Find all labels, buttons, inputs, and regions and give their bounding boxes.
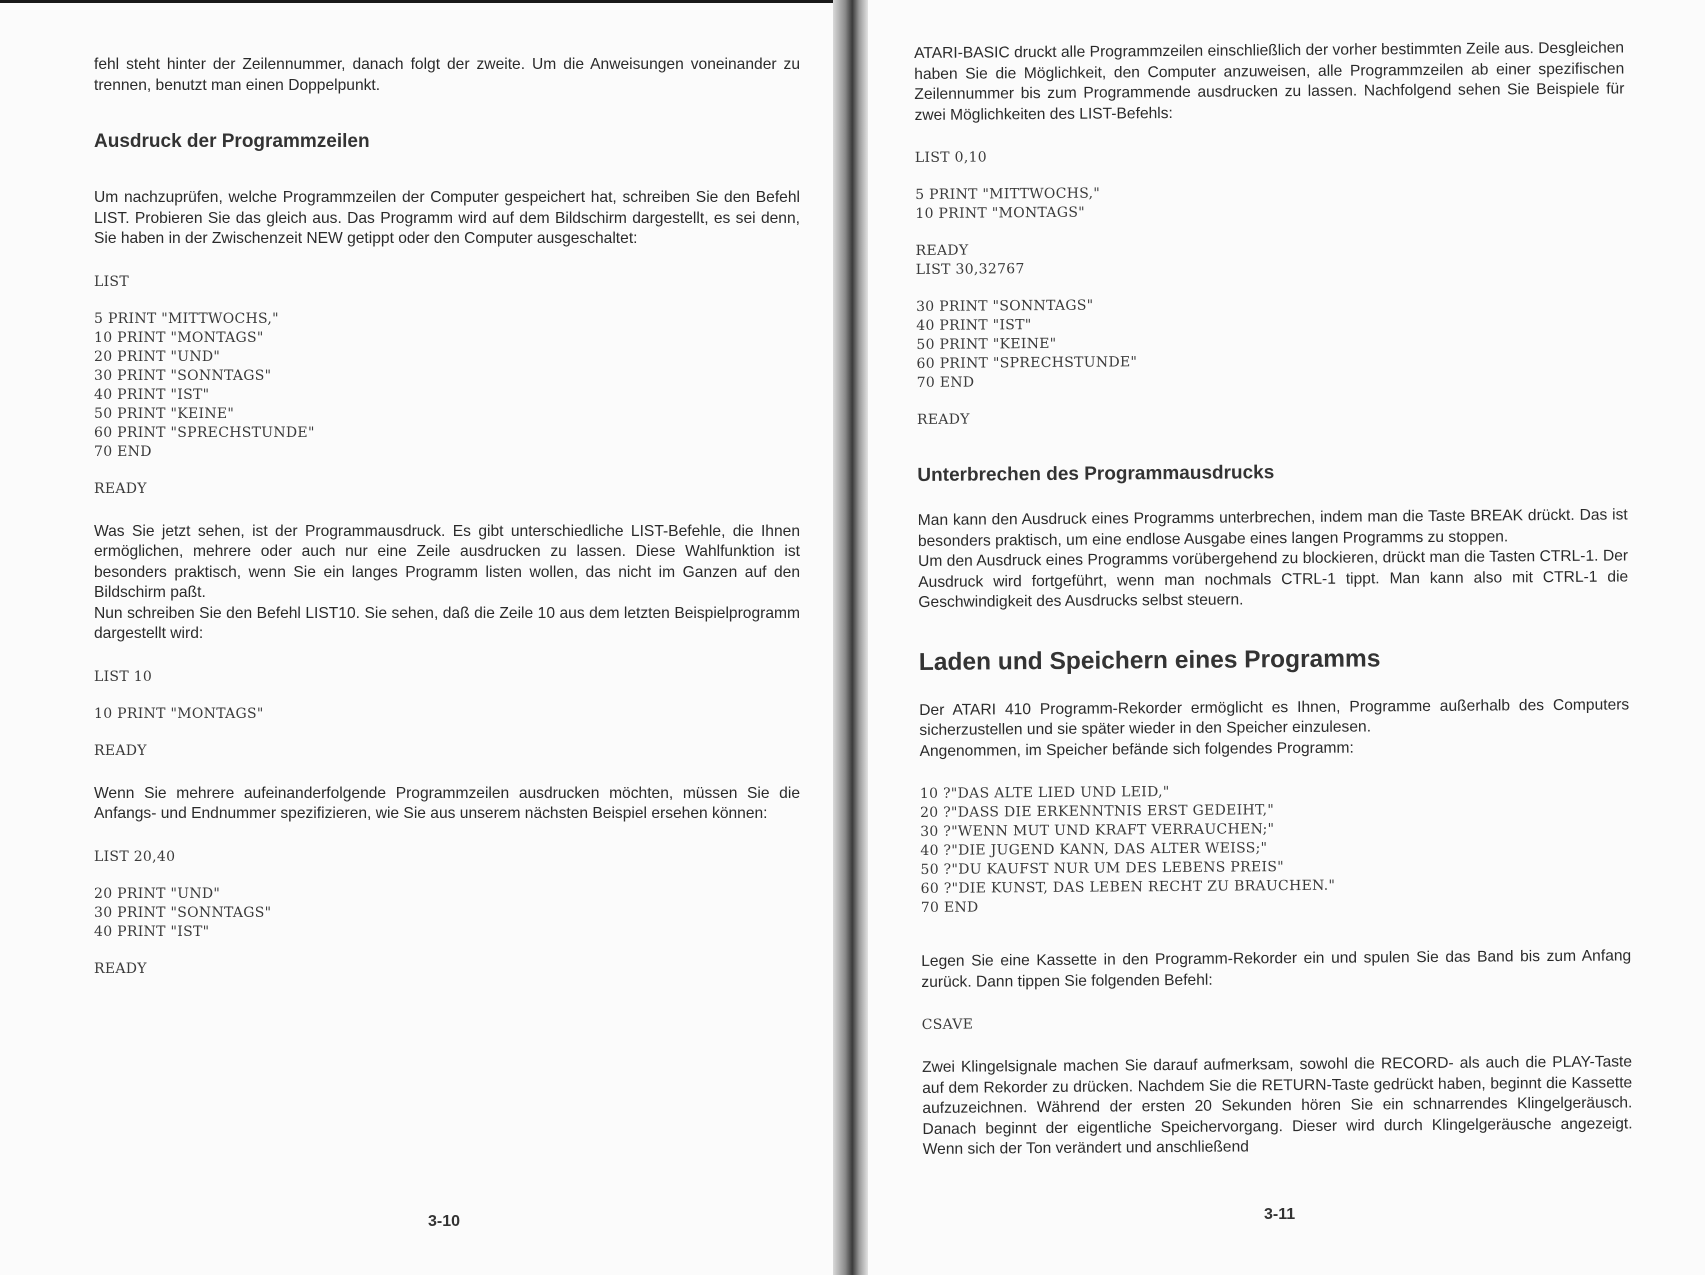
intro-paragraph: fehl steht hinter der Zeilennummer, danach folgt der zweite. Um die Anweisungen voneinander zu trennen, benutzt man einen Doppelpunkt. xyxy=(94,56,800,94)
code-list30-output: 30 PRINT "SONNTAGS" 40 PRINT "IST" 50 PRINT "KEINE" 60 PRINT "SPRECHSTUNDE" 70 END xyxy=(916,297,1138,391)
code-csave: CSAVE xyxy=(921,1016,974,1033)
code-list010: LIST 0,10 xyxy=(914,149,988,166)
book-gutter xyxy=(833,0,868,1275)
ready-right-1: READY xyxy=(916,411,970,428)
ready-1: READY xyxy=(94,480,147,497)
code-listing-full: 5 PRINT "MITTWOCHS," 10 PRINT "MONTAGS" 20 PRINT "UND" 30 PRINT "SONNTAGS" 40 PRINT "IST" 50 PRINT "KEINE" 60 PRINT "SPRECHSTUNDE" 70 END xyxy=(94,310,315,460)
intro-paragraph-right: ATARI-BASIC druckt alle Programmzeilen einschließlich der vorher bestimmten Zeile aus. Desgleichen haben Sie die Möglichkeit, den Computer anzuweisen, alle Programmzeilen ab einer spezifischen Zeilennummer bis zum Programmende ausdrucken zu lassen. Nachfolgend sehen Sie Beispiele für zwei Möglichkeiten des LIST-Befehls: xyxy=(914,39,1625,124)
code-poem: 10 ?"DAS ALTE LIED UND LEID," 20 ?"DASS DIE ERKENNTNIS ERST GEDEIHT," 30 ?"WENN MUT UND KRAFT VERRAUCHEN;" 40 ?"DIE JUGEND KANN, DAS ALTER WEISS;" 50 ?"DU KAUFST NUR UM DES LEBENS PREIS" 60 ?"DIE KUNST, DAS LEBEN RECHT ZU BRAUCHEN." 70 END xyxy=(919,784,1336,916)
para-laden-2: Angenommen, im Speicher befände sich folgendes Programm: xyxy=(919,739,1354,760)
para-kassette: Legen Sie eine Kassette in den Programm-Rekorder ein und spulen Sie das Band bis zum Anfang zurück. Dann tippen Sie folgenden Befehl: xyxy=(921,947,1632,991)
ready-2: READY xyxy=(94,742,147,759)
code-list010-output: 5 PRINT "MITTWOCHS," 10 PRINT "MONTAGS" xyxy=(915,185,1101,222)
para-ausdruck-1: Was Sie jetzt sehen, ist der Programmausdruck. Es gibt unterschiedliche LIST-Befehle, die Ihnen ermöglichen, mehrere oder auch nur eine Zeile ausdrucken zu lassen. Diese Wahlfunktion ist besonders praktisch, wenn Sie ein langes Programm listen wollen, das nicht im Ganzen auf den Bildschirm paßt. xyxy=(94,522,800,601)
heading-unterbrechen: Unterbrechen des Programmausdrucks xyxy=(917,462,1275,486)
code-list-command: LIST xyxy=(94,273,129,290)
para-ausdruck-2: Nun schreiben Sie den Befehl LIST10. Sie sehen, daß die Zeile 10 aus dem letzten Beispielprogramm dargestellt wird: xyxy=(94,604,800,642)
para-break-2: Um den Ausdruck eines Programms vorübergehend zu blockieren, drückt man die Tasten CTRL-1. Der Ausdruck wird fortgeführt, wenn man nochmals CTRL-1 tippt. Man kann also mit CTRL-1 die Geschwindigkeit des Ausdrucks selbst steuern. xyxy=(917,547,1629,611)
page-number-right: 3-11 xyxy=(1264,1206,1296,1223)
code-list2040-output: 20 PRINT "UND" 30 PRINT "SONNTAGS" 40 PRINT "IST" xyxy=(94,885,272,940)
para-list: Um nachzuprüfen, welche Programmzeilen der Computer gespeichert hat, schreiben Sie den Befehl LIST. Probieren Sie das gleich aus. Das Programm wird auf dem Bildschirm dargestellt, es sei denn, Sie haben in der Zwischenzeit NEW getippt oder den Computer ausgeschaltet: xyxy=(94,189,800,247)
left-page xyxy=(0,0,833,1275)
code-list10-output: 10 PRINT "MONTAGS" xyxy=(94,705,264,722)
code-list2040: LIST 20,40 xyxy=(94,848,176,865)
code-list10: LIST 10 xyxy=(94,668,153,685)
page-number-left: 3-10 xyxy=(428,1213,461,1230)
para-break-1: Man kann den Ausdruck eines Programms unterbrechen, indem man die Taste BREAK drückt. Das ist besonders praktisch, um eine endlose Ausgabe eines langen Programms zu stoppen. xyxy=(917,506,1628,550)
heading-laden: Laden und Speichern eines Programms xyxy=(918,644,1381,676)
para-klingel: Zwei Klingelsignale machen Sie darauf aufmerksam, sowohl die RECORD- als auch die PLAY-Taste auf dem Rekorder zu drücken. Nachdem Sie die RETURN-Taste gedrückt haben, beginnt die Kassette aufzuzeichnen. Während der ersten 20 Sekunden hören Sie ein schnarrendes Klingelgeräusch. Danach beginnt der eigentliche Speichervorgang. Dieser wird durch Klingelgeräusche angezeigt. Wenn sich der Ton verändert und anschließend xyxy=(921,1053,1633,1158)
heading-ausdruck: Ausdruck der Programmzeilen xyxy=(94,131,370,152)
para-mehrere: Wenn Sie mehrere aufeinanderfolgende Programmzeilen ausdrucken möchten, müssen Sie die Anfangs- und Endnummer spezifizieren, wie Sie aus unserem nächsten Beispiel ersehen können: xyxy=(94,784,800,822)
left-column xyxy=(94,55,800,979)
right-column xyxy=(914,38,1633,1160)
ready-3: READY xyxy=(94,960,147,977)
right-page xyxy=(868,0,1705,1275)
code-ready-list: READY LIST 30,32767 xyxy=(915,242,1025,278)
para-laden-1: Der ATARI 410 Programm-Rekorder ermöglicht es Ihnen, Programme außerhalb des Computers sicherzustellen und sie später wieder in den Speicher einzulesen. xyxy=(919,695,1630,739)
